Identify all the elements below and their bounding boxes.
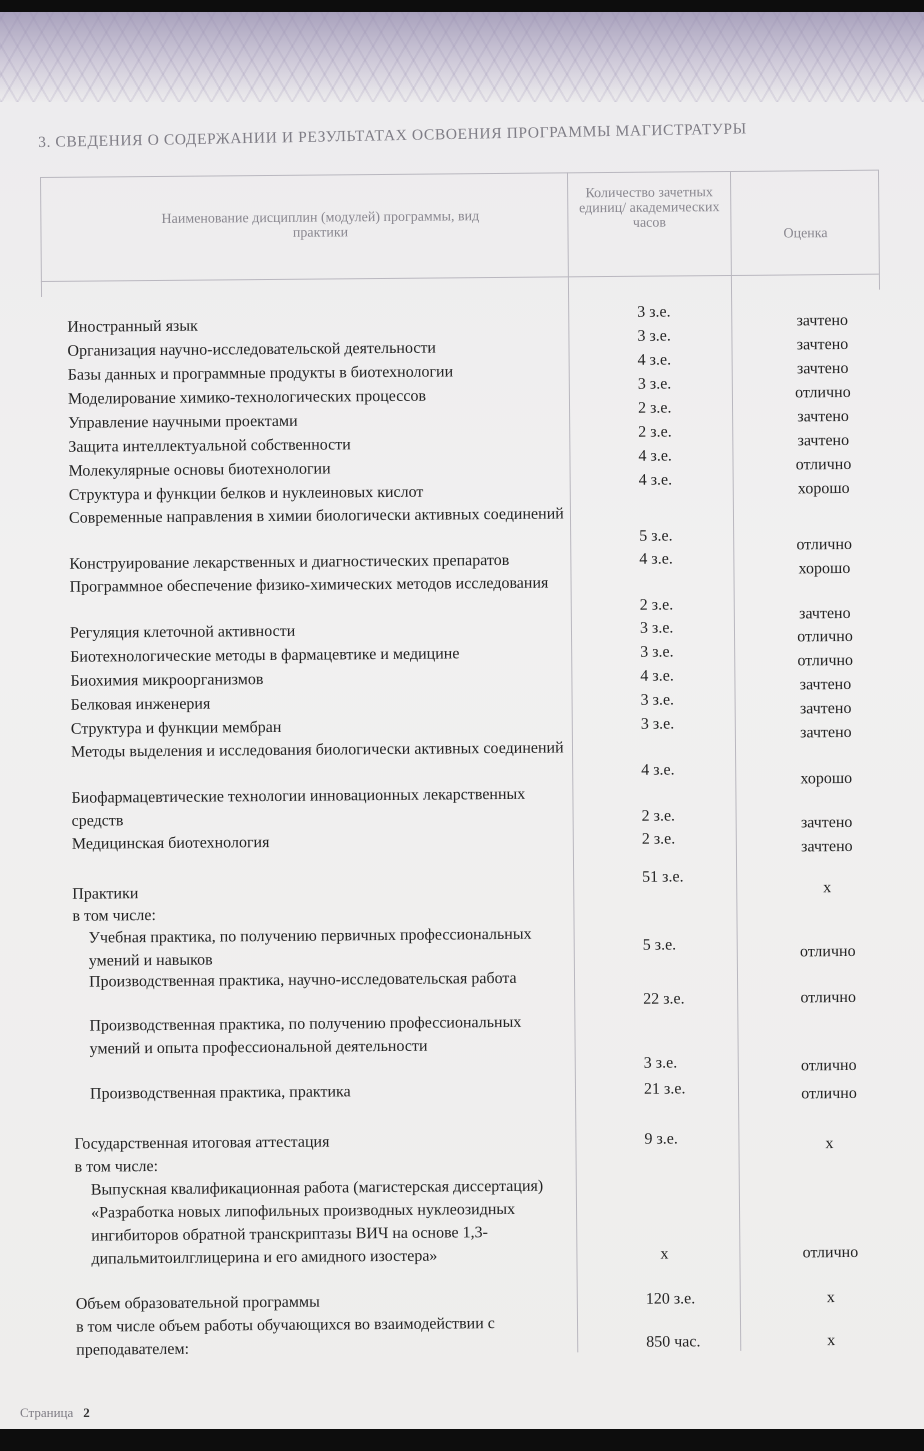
discipline-name: Базы данных и программные продукты в биотехнологии	[67, 363, 454, 384]
discipline-name: Моделирование химико-технологических процессов	[67, 387, 427, 408]
grade-value: зачтено	[797, 407, 849, 426]
grade-value: х	[823, 879, 832, 897]
discipline-name: Производственная практика, практика	[89, 1083, 351, 1103]
hours-value: 850 час.	[646, 1333, 701, 1351]
discipline-name: Методы выделения и исследования биологически активных соединений	[70, 739, 564, 761]
discipline-name: Регуляция клеточной активности	[69, 622, 296, 642]
grade-value: х	[826, 1289, 835, 1307]
grade-value: отлично	[795, 383, 851, 402]
grade-value: хорошо	[800, 769, 853, 788]
grade-value: х	[827, 1332, 836, 1350]
discipline-name: Программное обеспечение физико-химических методов исследования	[69, 574, 549, 596]
discipline-name: в том числе:	[74, 1158, 159, 1176]
table-left-border	[40, 177, 42, 297]
hours-value: 4 з.е.	[637, 351, 672, 369]
page-label: Страница	[20, 1405, 74, 1420]
discipline-name: Белковая инженерия	[70, 695, 211, 714]
hours-value: 22 з.е.	[643, 990, 685, 1008]
grade-value: отлично	[796, 535, 853, 554]
discipline-name: в том числе:	[72, 907, 156, 925]
hours-value: 3 з.е.	[637, 327, 671, 345]
table-row	[73, 1008, 873, 1075]
hours-value: 5 з.е.	[639, 527, 673, 545]
grade-value: зачтено	[799, 675, 852, 694]
grade-value: отлично	[797, 651, 854, 670]
discipline-name: Медицинская биотехнология	[71, 834, 270, 853]
discipline-name: Современные направления в химии биологически активных соединений	[68, 505, 564, 527]
table-col-divider-2	[730, 171, 741, 1351]
decorative-guilloche-header	[0, 12, 924, 102]
discipline-name: Практики	[72, 885, 139, 903]
hours-value: 9 з.е.	[644, 1130, 678, 1148]
discipline-name: Биофармацевтические технологии инновационных лекарственных средств	[71, 785, 526, 830]
hours-value: 4 з.е.	[639, 550, 673, 568]
grade-value: зачтено	[796, 335, 849, 354]
discipline-name: Учебная практика, по получению первичных профессиональных умений и навыков	[88, 925, 532, 970]
grade-value: зачтено	[796, 359, 849, 378]
hours-value: 3 з.е.	[640, 715, 675, 733]
grade-value: отлично	[799, 942, 856, 961]
hours-value: 4 з.е.	[641, 761, 675, 779]
grade-value: отлично	[797, 627, 853, 646]
grade-value: хорошо	[797, 479, 850, 498]
discipline-name: Структура и функции белков и нуклеиновых кислот	[68, 483, 424, 504]
hours-value: 3 з.е.	[640, 643, 674, 661]
table-right-border	[878, 170, 880, 290]
grade-value: отлично	[802, 1243, 859, 1262]
discipline-name: Организация научно-исследовательской деятельности	[67, 339, 437, 360]
hours-value: 2 з.е.	[641, 807, 676, 825]
table-row	[69, 546, 869, 578]
top-black-border	[0, 0, 924, 12]
discipline-name: Биотехнологические методы в фармацевтике и медицине	[70, 645, 460, 666]
grade-value: отлично	[801, 1084, 857, 1103]
grade-value: отлично	[800, 1056, 857, 1075]
hours-value: 2 з.е.	[637, 399, 672, 417]
grade-value: отлично	[800, 988, 857, 1007]
grade-value: зачтено	[796, 311, 849, 330]
grade-value: хорошо	[798, 559, 851, 578]
hours-value: 3 з.е.	[637, 303, 671, 321]
discipline-name: в том числе объем работы обучающихся во взаимодействии с преподавателем:	[75, 1315, 495, 1359]
table-row	[72, 868, 872, 903]
table-row	[71, 780, 871, 832]
hours-value: 3 з.е.	[643, 1054, 678, 1072]
table-body	[67, 296, 887, 1359]
discipline-name: Защита интеллектуальной собственности	[68, 436, 351, 456]
grade-value: зачтено	[800, 723, 852, 742]
discipline-name: Конструирование лекарственных и диагностических препаратов	[69, 551, 510, 573]
bottom-black-border	[0, 1429, 924, 1451]
hours-value: 51 з.е.	[642, 868, 684, 886]
hours-value: 2 з.е.	[641, 830, 676, 848]
page-footer	[20, 1405, 90, 1421]
discipline-name: Структура и функции мембран	[70, 718, 282, 738]
grade-value: зачтено	[801, 837, 853, 856]
hours-value: 4 з.е.	[638, 447, 672, 465]
hours-value: 21 з.е.	[643, 1080, 686, 1098]
table-row	[74, 1076, 874, 1103]
page-number: 2	[83, 1405, 90, 1420]
discipline-name: Биохимия микроорганизмов	[70, 671, 264, 690]
discipline-name: Выпускная квалификационная работа (магистерская диссертация) «Разработка новых липофильных производных нуклеозидных ингибиторов обратной транскриптазы ВИЧ на основе 1,3-дипальмитоилглицерина и его амидного изостера»	[90, 1177, 544, 1268]
hours-value: 4 з.е.	[638, 471, 673, 489]
grade-value: зачтено	[797, 431, 850, 450]
table-row	[75, 1286, 876, 1313]
table-top-border	[40, 170, 878, 178]
hours-value: 4 з.е.	[640, 667, 674, 685]
discipline-name: Иностранный язык	[67, 317, 198, 336]
grade-value: отлично	[795, 455, 852, 474]
table-row	[74, 1126, 874, 1153]
hours-value: х	[660, 1245, 669, 1263]
table-row	[69, 615, 870, 646]
discipline-name: Государственная итоговая аттестация	[74, 1133, 330, 1153]
grade-value: зачтено	[799, 604, 851, 623]
table-row	[67, 303, 867, 336]
discipline-name: Молекулярные основы биотехнологии	[68, 460, 331, 480]
grade-value: зачтено	[799, 699, 852, 718]
results-table	[40, 170, 890, 1357]
grade-value: х	[825, 1135, 834, 1153]
grade-value: зачтено	[800, 813, 853, 832]
table-header-divider	[41, 274, 879, 282]
hours-value: 5 з.е.	[642, 936, 677, 954]
document-page	[0, 12, 924, 1429]
discipline-name: Объем образовательной программы	[75, 1293, 320, 1313]
hours-value: 2 з.е.	[638, 423, 672, 441]
hours-value: 3 з.е.	[637, 375, 672, 393]
discipline-name: Производственная практика, научно-исследовательская работа	[88, 969, 517, 991]
hours-value: 120 з.е.	[645, 1290, 696, 1308]
header-hours: Количество зачетных единиц/ академических часов	[579, 185, 720, 231]
hours-value: 3 з.е.	[639, 619, 674, 637]
header-grade: Оценка	[783, 226, 828, 242]
discipline-name: Управление научными проектами	[68, 412, 298, 432]
header-discipline: Наименование дисциплин (модулей) программы, вид практики	[161, 209, 480, 241]
hours-value: 3 з.е.	[640, 691, 675, 709]
section-title: 3. СВЕДЕНИЯ О СОДЕРЖАНИИ И РЕЗУЛЬТАТАХ ОСВОЕНИЯ ПРОГРАММЫ МАГИСТРАТУРЫ	[38, 120, 747, 151]
hours-value: 2 з.е.	[639, 596, 674, 614]
discipline-name: Производственная практика, по получению профессиональных умений и опыта профессиональной деятельности	[89, 1013, 522, 1058]
